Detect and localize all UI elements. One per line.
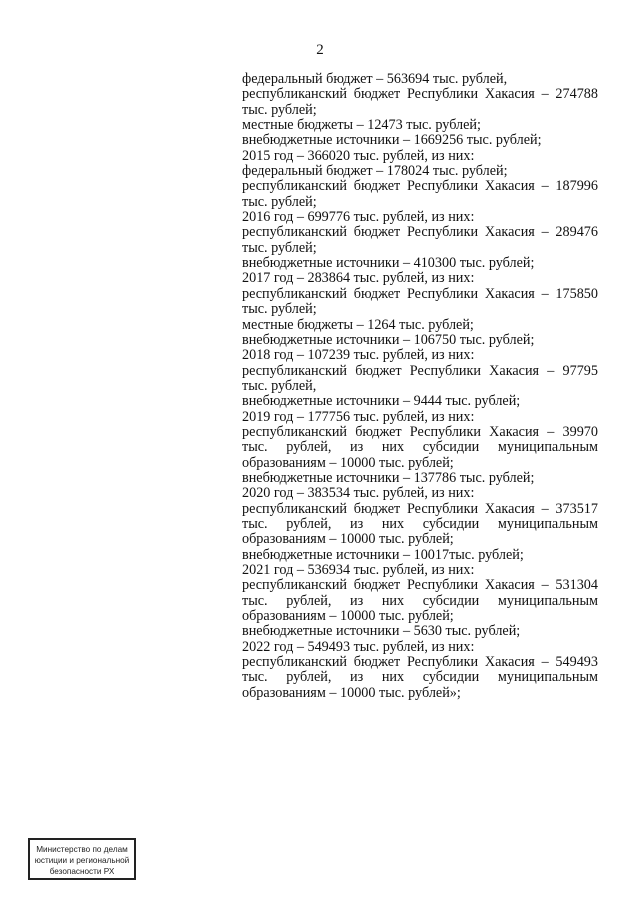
- text-line: республиканский бюджет Республики Хакасия – 97795: [242, 362, 598, 379]
- text-line: республиканский бюджет Республики Хакасия – 175850: [242, 285, 598, 302]
- text-line: тыс. рублей;: [242, 239, 317, 256]
- text-line: республиканский бюджет Республики Хакасия – 39970: [242, 423, 598, 440]
- text-line: республиканский бюджет Республики Хакасия – 289476: [242, 224, 598, 241]
- text-line: тыс. рублей;: [242, 101, 317, 118]
- text-line: внебюджетные источники – 1669256 тыс. рублей;: [242, 132, 542, 149]
- stamp-line: Министерство по делам: [36, 845, 128, 854]
- text-line: внебюджетные источники – 410300 тыс. рублей;: [242, 255, 535, 272]
- text-line: тыс. рублей;: [242, 193, 317, 210]
- text-line: 2021 год – 536934 тыс. рублей, из них:: [242, 562, 475, 578]
- text-line: 2020 год – 383534 тыс. рублей, из них:: [242, 485, 475, 502]
- text-line: тыс. рублей, из них субсидии муниципальным: [242, 592, 598, 609]
- text-line: тыс. рублей, из них субсидии муниципальным: [242, 439, 598, 456]
- page-number: 2: [316, 42, 324, 58]
- stamp-line: юстиции и региональной: [34, 856, 130, 865]
- text-line: внебюджетные источники – 5630 тыс. рублей;: [242, 623, 521, 640]
- text-line: тыс. рублей;: [242, 301, 317, 318]
- stamp-line: безопасности РХ: [49, 867, 115, 876]
- text-line: внебюджетные источники – 106750 тыс. рублей;: [242, 331, 535, 348]
- text-line: образованиям – 10000 тыс. рублей;: [242, 531, 454, 548]
- text-line: внебюджетные источники – 10017тыс. рублей;: [242, 546, 524, 563]
- text-line: федеральный бюджет – 563694 тыс. рублей,: [242, 71, 508, 87]
- text-line: республиканский бюджет Республики Хакасия – 531304: [242, 577, 598, 594]
- text-line: внебюджетные источники – 137786 тыс. рублей;: [242, 469, 535, 486]
- text-line: местные бюджеты – 12473 тыс. рублей;: [242, 117, 481, 134]
- text-line: федеральный бюджет – 178024 тыс. рублей;: [242, 163, 508, 180]
- text-line: образованиям – 10000 тыс. рублей»;: [242, 684, 461, 701]
- text-line: образованиям – 10000 тыс. рублей;: [242, 608, 454, 625]
- text-line: республиканский бюджет Республики Хакасия – 549493: [242, 654, 598, 671]
- text-line: 2019 год – 177756 тыс. рублей, из них:: [242, 408, 475, 425]
- text-line: 2022 год – 549493 тыс. рублей, из них:: [242, 638, 475, 655]
- text-line: тыс. рублей, из них субсидии муниципальным: [242, 669, 598, 686]
- text-line: местные бюджеты – 1264 тыс. рублей;: [242, 316, 474, 333]
- text-line: 2017 год – 283864 тыс. рублей, из них:: [242, 270, 475, 287]
- text-line: тыс. рублей, из них субсидии муниципальным: [242, 515, 598, 532]
- text-line: 2018 год – 107239 тыс. рублей, из них:: [242, 347, 475, 364]
- text-line: 2015 год – 366020 тыс. рублей, из них:: [242, 147, 475, 164]
- ministry-stamp: [28, 838, 136, 880]
- text-line: 2016 год – 699776 тыс. рублей, из них:: [242, 209, 475, 226]
- text-line: республиканский бюджет Республики Хакасия – 373517: [242, 500, 598, 517]
- budget-text-block: [242, 72, 598, 701]
- text-line: тыс. рублей,: [242, 377, 317, 394]
- text-line: республиканский бюджет Республики Хакасия – 274788: [242, 86, 598, 103]
- text-line: образованиям – 10000 тыс. рублей;: [242, 454, 454, 471]
- text-line: внебюджетные источники – 9444 тыс. рублей;: [242, 393, 521, 410]
- text-line: республиканский бюджет Республики Хакасия – 187996: [242, 178, 598, 195]
